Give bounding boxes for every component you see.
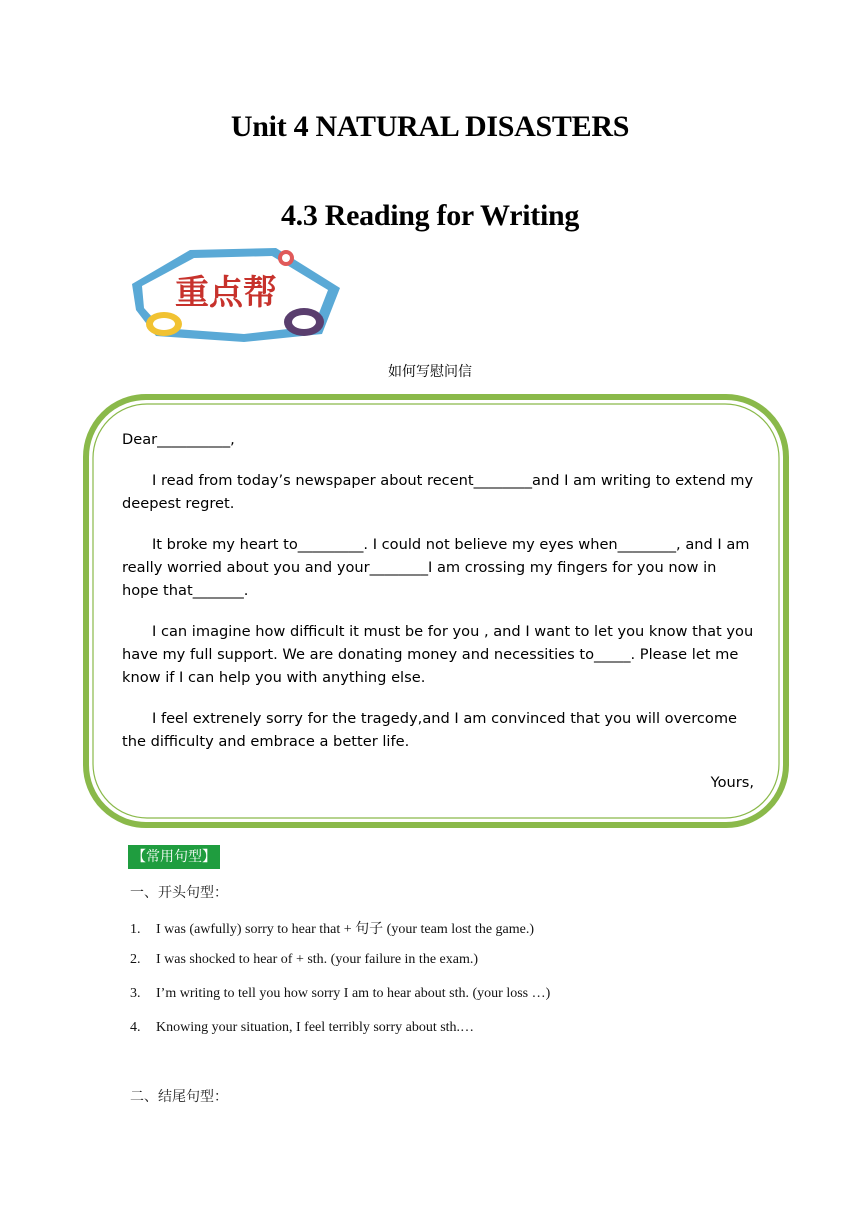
logo-banner (126, 244, 348, 344)
opening-sentence (130, 1020, 474, 1036)
letter-body (122, 428, 754, 794)
sentence-text: I was shocked to hear of + sth. (your failure in the exam.) (156, 952, 479, 967)
sentence-number: 3. (130, 986, 141, 1001)
opening-heading: 一、开头句型： (130, 885, 228, 901)
letter-paragraph-2: It broke my heart to_________. I could not believe my eyes when________, and I am really worried about you and your________I am crossing my fingers for you now in hope that_______. (122, 536, 750, 599)
sentence-text: I was (awfully) sorry to hear that + (156, 922, 356, 937)
sentence-number: 4. (130, 1020, 141, 1035)
closing-heading: 二、结尾句型： (130, 1089, 228, 1105)
sentence-text: I’m writing to tell you how sorry I am to hear about sth. (your loss …) (156, 986, 551, 1001)
opening-sentence (130, 986, 550, 1002)
letter-paragraph-4: I feel extrenely sorry for the tragedy,and I am convinced that you will overcome the difficulty and embrace a better life. (122, 710, 738, 750)
opening-sentence (130, 952, 478, 968)
sentence-cn: 句子 (355, 921, 384, 937)
opening-sentence (130, 918, 534, 938)
sentence-number: 1. (130, 922, 141, 937)
sentence-text-end: (your team lost the game.) (383, 922, 535, 937)
letter-paragraph-3: I can imagine how difficult it must be for you , and I want to let you know that you have my full support. We are donating money and necessities to_____. Please let me know if I can help you with anything else. (122, 623, 754, 686)
letter-greeting: Dear__________, (122, 431, 235, 448)
logo-text: 重点帮 (175, 273, 277, 313)
section-badge: 【常用句型】 (128, 845, 220, 869)
sentence-number: 2. (130, 952, 141, 967)
letter-caption: 如何写慰问信 (388, 364, 472, 380)
lesson-title: 4.3 Reading for Writing (280, 199, 580, 232)
sentence-text: Knowing your situation, I feel terribly sorry about sth.… (156, 1020, 475, 1035)
letter-paragraph-1: I read from today’s newspaper about recent________and I am writing to extend my deepest regret. (122, 472, 754, 512)
letter-closing: Yours, (710, 774, 754, 791)
unit-title: Unit 4 NATURAL DISASTERS (230, 110, 630, 143)
